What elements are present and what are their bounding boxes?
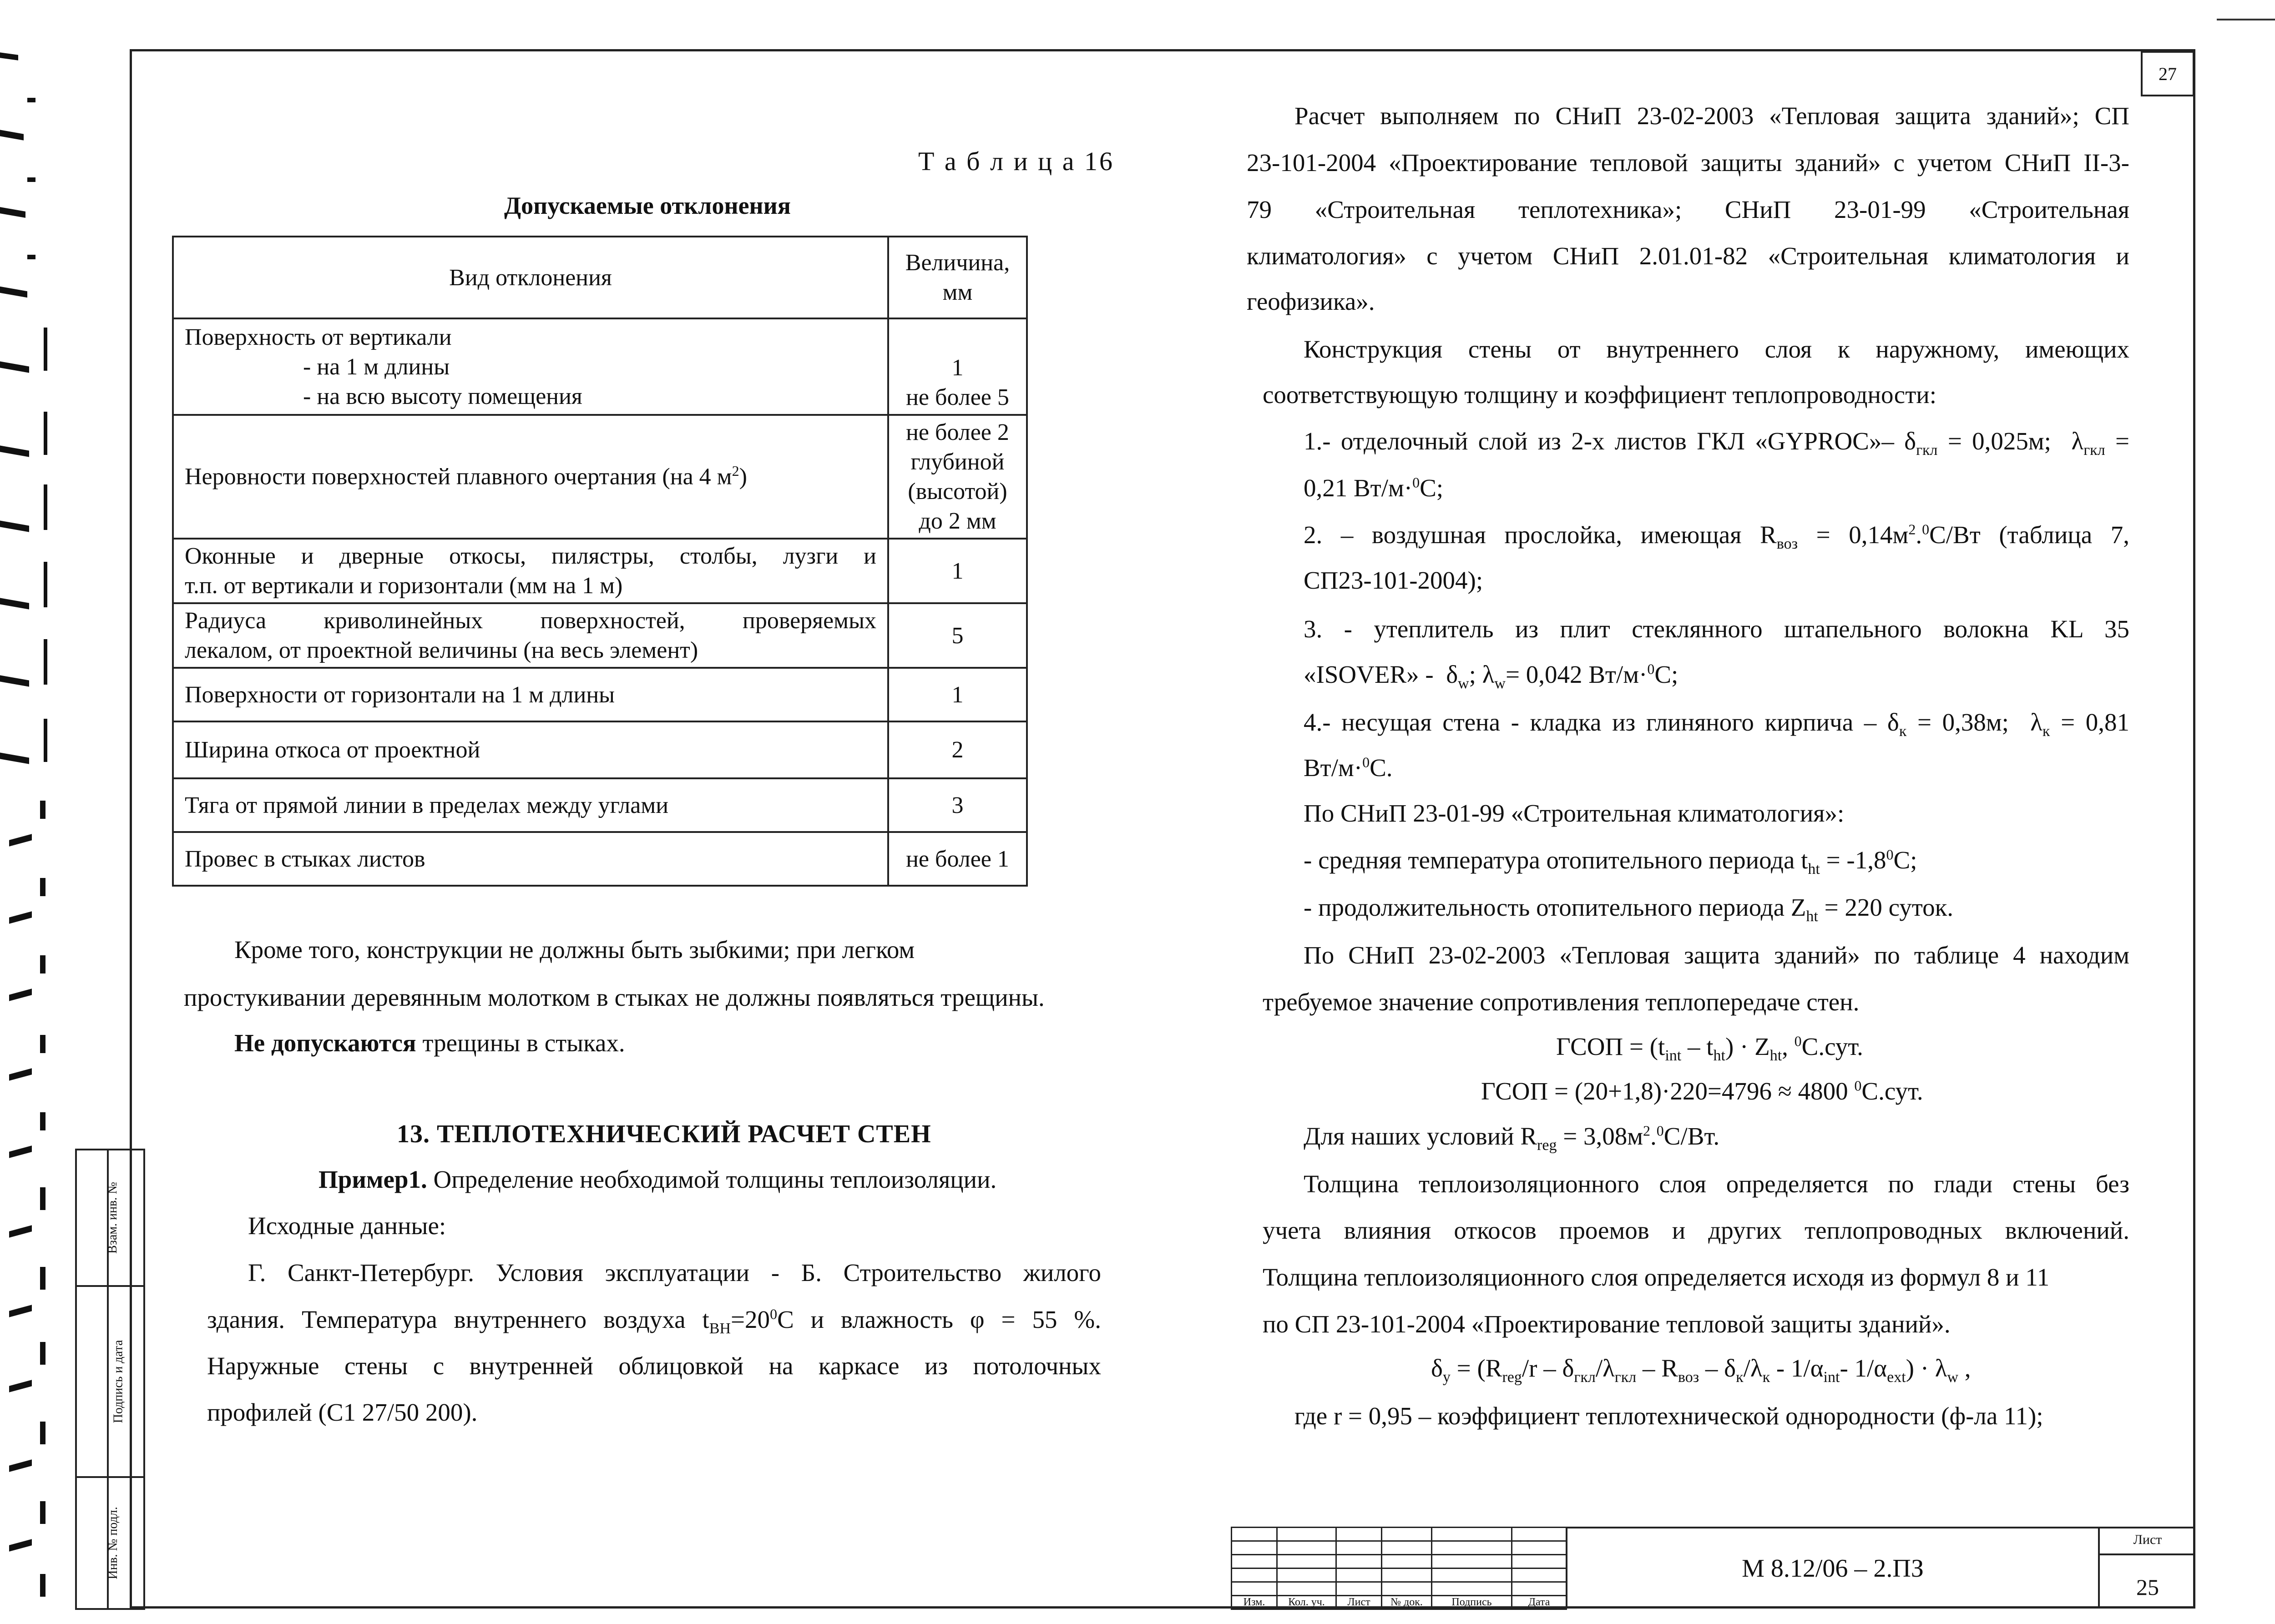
row-text: Поверхности от горизонтали на 1 м длины (173, 668, 888, 721)
row-text: лекалом, от проектной величины (на весь элемент) (185, 637, 698, 663)
table-caption: Т а б л и ц а 16 (918, 146, 1114, 176)
row-text: Поверхность от вертикали (185, 324, 452, 350)
row-value: 1 (888, 539, 1027, 603)
paragraph-line: Расчет выполняем по СНиП 23-02-2003 «Тепловая защита зданий»; СП (1294, 102, 2129, 130)
sheet-label: Лист (2133, 1532, 2162, 1547)
row-value: не более 2 (906, 419, 1009, 445)
paragraph-line: Г. Санкт-Петербург. Условия эксплуатации - Б. Строительство жилого (248, 1259, 1101, 1286)
section-title: 13. ТЕПЛОТЕХНИЧЕСКИЙ РАСЧЕТ СТЕН (397, 1120, 931, 1148)
header-kind: Вид отклонения (173, 237, 888, 318)
paragraph-line: простукивании деревянным молотком в стыках не должны появляться трещины. (184, 983, 1045, 1011)
paragraph-line: Наружные стены с внутренней облицовкой на каркасе из потолочных (207, 1352, 1101, 1380)
paragraph-line: 0,21 Вт/м·$^0$С; (1304, 474, 1444, 502)
corner-mark (2217, 0, 2275, 20)
sheet-number: 25 (2136, 1574, 2159, 1600)
paragraph-line: Кроме того, конструкции не должны быть зыбкими; при легком (234, 936, 915, 963)
formula-gsop-value: ГСОП = (20+1,8)·220=4796 ≈ 4800 $^0$С.сут. (1481, 1077, 1923, 1105)
deviations-table (172, 236, 1028, 887)
paragraph-line: СП23-101-2004); (1304, 566, 1483, 594)
stamp-col-label: Дата (1512, 1596, 1567, 1609)
row-value: глубиной (910, 449, 1005, 475)
paragraph-line: По СНиП 23-02-2003 «Тепловая защита зданий» по таблице 4 находим (1304, 941, 2129, 969)
table-row (173, 539, 1027, 603)
table-row (173, 832, 1027, 886)
stamp-col-label: Лист (1336, 1596, 1382, 1609)
paragraph-line: здания. Температура внутреннего воздуха $t_{ВН}=20^0С$ и влажность φ = 55 %. (207, 1306, 1101, 1337)
paragraph-line: Для наших условий $R_{reg} = 3,08м^2.^0С/Вт$. (1304, 1122, 1720, 1154)
row-value: 1 (888, 668, 1027, 721)
row-text: Оконные и дверные откосы, пилястры, столбы, лузги и (185, 543, 876, 569)
stamp-col-label: № док. (1382, 1596, 1432, 1609)
row-value: 3 (888, 778, 1027, 832)
row-value: не более 1 (888, 832, 1027, 886)
side-strip (75, 1149, 145, 1610)
row-value: не более 5 (906, 384, 1009, 410)
stamp-col-label: Кол. уч. (1277, 1596, 1336, 1609)
page-number: 27 (2141, 51, 2194, 96)
paragraph-line: Толщина теплоизоляционного слоя определяется исходя из формул 8 и 11 (1263, 1263, 2050, 1291)
paragraph-line: - средняя температура отопительного периода $t_{ht} = -1,8^0С$; (1304, 846, 1917, 878)
paragraph-line: климатология» с учетом СНиП 2.01.01-82 «Строительная климатология и (1247, 242, 2129, 270)
header-value: Величина, мм (888, 237, 1027, 318)
paragraph-line: «ISOVER» - $\delta_w$; $\lambda_w= 0,042$ Вт/м·$^0$С; (1304, 661, 1678, 692)
side-label: Инв. № подл. (106, 1507, 120, 1579)
row-text: Радиуса криволинейных поверхностей, проверяемых (185, 608, 876, 634)
paragraph-line: учета влияния откосов проемов и других теплопроводных включений. (1263, 1216, 2129, 1244)
table-row (173, 318, 1027, 415)
row-value: 2 (888, 721, 1027, 778)
row-value: до 2 мм (919, 508, 996, 534)
paragraph-line: Конструкция стены от внутреннего слоя к наружному, имеющих (1304, 335, 2129, 363)
table-row (173, 603, 1027, 668)
document-code: М 8.12/06 – 2.ПЗ (1566, 1527, 2098, 1609)
side-label: Взам. инв. № (105, 1182, 120, 1254)
paragraph-line: Вт/м·$^0$С. (1304, 754, 1393, 782)
side-label: Подпись и дата (111, 1340, 126, 1423)
row-value: 5 (888, 603, 1027, 668)
paragraph-line: 79 «Строительная теплотехника»; СНиП 23-01-99 «Строительная (1247, 196, 2129, 223)
initial-data-label: Исходные данные: (248, 1212, 446, 1240)
paragraph-line: по СП 23-101-2004 «Проектирование тепловой защиты зданий». (1263, 1310, 1951, 1338)
table-row (173, 668, 1027, 721)
paragraph-line: 4.- несущая стена - кладка из глиняного кирпича – $\delta_к = 0,38м$; $\lambda_к = 0,81$ (1304, 708, 2129, 740)
row-text: Неровности поверхностей плавного очертания (на 4 $м^2$) (173, 415, 888, 539)
paragraph-line: соответствующую толщину и коэффициент теплопроводности: (1263, 381, 1936, 409)
paragraph-line: 2. – воздушная прослойка, имеющая $R_{воз} = 0,14м^2.^0С/Вт$ (таблица 7, (1304, 521, 2129, 552)
row-text: т.п. от вертикали и горизонтали (мм на 1 м) (185, 573, 623, 599)
table-row (173, 778, 1027, 832)
row-text: Ширина откоса от проектной (173, 721, 888, 778)
row-value: (высотой) (908, 479, 1007, 504)
table-row (173, 415, 1027, 539)
paragraph-line: геофизика». (1247, 287, 1375, 315)
formula-thickness: $\delta_у = (R_{reg}/r - \delta_{гкл}/\lambda_{гкл} - R_{воз} - \delta_к/\lambda_к - 1/\alpha_{int}-$ $1/\alpha_{ext}) \cdot \lambda_w$ , (1431, 1354, 1971, 1386)
paragraph-line: профилей (С1 27/50 200). (207, 1398, 478, 1426)
row-value: 1 (951, 355, 964, 381)
example-line: Пример1. Определение необходимой толщины теплоизоляции. (318, 1165, 997, 1193)
paragraph-line: 23-101-2004 «Проектирование тепловой защиты зданий» с учетом СНиП II-3- (1247, 149, 2129, 177)
formula-gsop: ГСОП = $(t_{int} - t_{ht}) \cdot Z_{ht}$, $^0$С.сут. (1556, 1033, 1863, 1064)
row-text: - на всю высоту помещения (303, 383, 582, 409)
table-title: Допускаемые отклонения (504, 192, 791, 219)
row-text: Тяга от прямой линии в пределах между углами (173, 778, 888, 832)
paragraph-line: 1.- отделочный слой из 2-х листов ГКЛ «GYPROC»– $\delta_{гкл} = 0,025м$; $\lambda_{гкл}$ = (1304, 427, 2129, 459)
paragraph-line: требуемое значение сопротивления теплопередаче стен. (1263, 988, 1860, 1016)
paragraph-line: Толщина теплоизоляционного слоя определяется по глади стены без (1304, 1170, 2129, 1198)
paragraph-line: Не допускаются трещины в стыках. (234, 1029, 625, 1057)
stamp-col-label: Подпись (1432, 1596, 1512, 1609)
paragraph-line: - продолжительность отопительного периода $Z_{ht} = 220$ суток. (1304, 893, 1954, 925)
bold-text: Не допускаются (234, 1029, 416, 1057)
paragraph-line: 3. - утеплитель из плит стеклянного штапельного волокна KL 35 (1304, 615, 2129, 643)
row-text: - на 1 м длины (303, 353, 450, 380)
row-text: Провес в стыках листов (173, 832, 888, 886)
table-row (173, 721, 1027, 778)
paragraph-line: где r = 0,95 – коэффициент теплотехнической однородности (ф-ла 11); (1294, 1402, 2043, 1430)
stamp-col-label: Изм. (1232, 1596, 1277, 1609)
title-block-grid (1231, 1527, 1567, 1610)
table-header-row (173, 237, 1027, 318)
paragraph-line: По СНиП 23-01-99 «Строительная климатология»: (1304, 799, 1845, 827)
sheet-cell (2098, 1527, 2195, 1609)
